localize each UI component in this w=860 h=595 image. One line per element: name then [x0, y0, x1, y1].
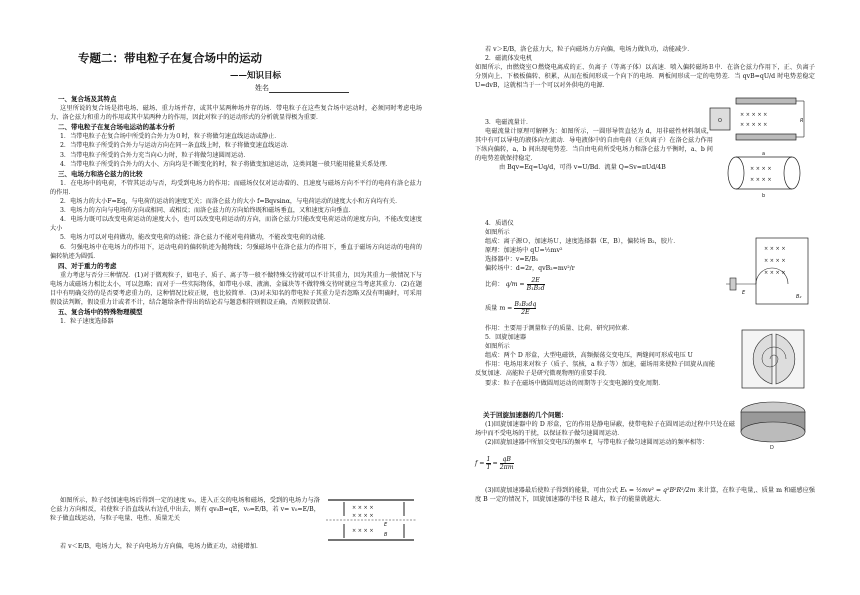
mass-spec-selector: 选择器中：v=E/B₁ [485, 256, 539, 264]
mass-label: 质量 [485, 305, 498, 312]
cyclotron-requirement: 要求：粒子在磁场中做圆周运动的周期等于交变电源的变化周期． [485, 379, 665, 387]
name-blank-line [269, 85, 349, 93]
section1-paragraph: 这里所说的复合场是指电场、磁场、重力场并存，或其中某两种场并存的场．带电粒子在这些复合场中运动时，必须同时考虑电场力、洛仑兹力和重力的作用或其中某两种力的作用，因此对粒子的运动形式的分析就显得极为重要． [50, 105, 422, 122]
svg-text:O: O [718, 118, 722, 124]
svg-text:B₂: B₂ [796, 294, 802, 300]
section3-item: 5．电场力可以对电荷做功，能改变电荷的动能；洛仑兹力不能对电荷做功，不能改变电荷的动能． [60, 234, 330, 242]
cyclotron-question-1: (1)回旋加速器中的 D 形盒，它的作用是静电屏蔽，使带电粒子在圆周运动过程中只处在磁场中而不受电场的干扰，以保证粒子做匀速圆周运动． [475, 421, 735, 438]
ratio-label: 比荷： [485, 281, 504, 288]
svg-text:× × × ×: × × × × [352, 505, 374, 511]
svg-text:b: b [762, 193, 766, 198]
section4-heading: 四、对于重力的考虑 [58, 261, 117, 270]
frequency-fraction-1 [486, 456, 490, 471]
flowmeter-heading: 3．电磁流量计． [485, 119, 533, 126]
svg-text:× × × × ×: × × × × × [740, 122, 768, 128]
doc-title: 专题二：带电粒子在复合场中的运动 [78, 51, 262, 65]
svg-text:D: D [770, 445, 774, 451]
mhd-text [475, 63, 815, 90]
section3-item: 1．在电场中的电荷，不管其运动与否，均受到电场力的作用；而磁场仅仅对运动着的、且速度与磁场方向不平行的电荷有洛仑兹力的作用． [50, 179, 422, 196]
cyclotron-questions [475, 410, 735, 447]
mass-spec-usage: 作用：主要用于测量粒子的质量、比荷、研究同位素． [485, 325, 634, 332]
velocity-selector-text [50, 496, 320, 523]
name-label: 姓名 [255, 84, 269, 92]
cyclotron-top-diagram [738, 326, 810, 392]
section1-heading: 一、复合场及其特点 [58, 95, 117, 103]
velocity-selector-diagram [324, 496, 420, 546]
mass-spec-intro: 如图所示 [485, 229, 510, 237]
frequency-formula: f = $\frac{1}{T}$ = $\frac{qB}{2\pi m}$ [475, 456, 514, 471]
svg-text:× × × ×: × × × × [750, 166, 772, 172]
svg-text:a: a [762, 151, 766, 157]
flowmeter-paragraph: 电磁流量计原理可解释为：如图所示，一圆形导管直径为 d，用非磁性材料制成，其中有可以导电的液体向左流动．导电液体中的自由电荷（正负离子）在洛仑兹力作用下纵向偏转，a，b 间出现电势差．当自由电荷所受电场力和洛仑兹力平衡时，a、b 间的电势差就保持稳定． [475, 128, 713, 163]
cyclotron-text [475, 324, 715, 388]
svg-text:E: E [384, 522, 388, 528]
right-top [475, 45, 815, 63]
svg-text:× × × × ×: × × × × × [740, 112, 768, 118]
cyclotron-questions-heading: 关于回旋加速器的几个问题： [483, 411, 568, 419]
cyclotron-heading: 5．回旋加速器 [485, 334, 527, 342]
svg-text:× × × ×: × × × × [764, 270, 786, 276]
velocity-selector-slow-case: 若 v＜E/B，电场力大，粒子向电场力方向偏，电场力做正功，动能增加． [60, 543, 263, 550]
flowmeter-text [475, 127, 713, 172]
mass-formula: 质量 m = $\frac{\text{B₁B₂dq}}{2E}$ [485, 301, 537, 316]
svg-text:× × × ×: × × × × [750, 177, 772, 183]
section2-item: 2．当带电粒子所受的合外力与运动方向在同一条直线上时，粒子将做变速直线运动． [60, 142, 293, 150]
svg-text:B: B [384, 532, 388, 538]
svg-text:× × × ×: × × × × [764, 246, 786, 252]
mass-spec-heading: 4．质谱仪 [485, 220, 514, 227]
frequency-lhs: f = [475, 460, 485, 467]
section2-item: 4．当带电粒子所受的合外力的大小、方向均是不断变化的时，粒子将做变加速运动，这类问题一般只能用能量关系处理． [60, 160, 392, 168]
section5-heading: 五、复合场中的特殊物理模型 [58, 308, 143, 317]
cyclotron-function: 作用：电场用来对粒子（质子、氛核，a 粒子等）加速，磁场用来使粒子回旋从而能反复加速．高能粒子是研究微观物理的重要手段． [475, 361, 715, 378]
frequency-fraction-2-numerator: qB [500, 456, 514, 464]
mass-spec-components: 组成：离子源Ｏ，加速场Ｕ，速度选择器（E，B），偏转场 B₂，胶片． [485, 238, 680, 246]
svg-text:E: E [742, 290, 746, 296]
frequency-fraction-2 [500, 456, 514, 471]
ratio-fraction [527, 277, 545, 292]
name-field [255, 83, 349, 93]
section2-item: 1．当带电粒子在复合场中所受的合外力为０时，粒子将做匀速直线运动或静止． [60, 133, 281, 141]
left-column [50, 94, 422, 326]
cyclotron-components: 组成：两个 D 形盒，大型电磁铁，高频振荡交变电压，两缝间可形成电压 U [485, 352, 693, 360]
velocity-selector-heading: 1．粒子速度选择器 [60, 318, 114, 326]
mass-fraction [514, 301, 536, 316]
svg-text:× × × ×: × × × × [352, 528, 374, 534]
svg-text:× × × ×: × × × × [352, 513, 374, 519]
flowmeter-equation: 由 Bqv=Eq=Uq/d，可得 v=U/Bd．流量 Q=Sv=πUd/4B [499, 164, 666, 172]
mass-spectrometer-diagram [716, 234, 812, 320]
cyclotron-question-3 [475, 486, 815, 504]
section3-item: 6．匀强电场中在电场力的作用下，运动电荷的偏转轨迹为抛物线；匀强磁场中在洛仑兹力的作用下，垂直于磁场方向运动的电荷的偏转轨迹为圆弧． [50, 243, 422, 260]
mass-numerator: B₁B₂dq [514, 301, 537, 308]
mass-spec-principle: 原理：加速场中 qU=½mv² [485, 247, 563, 255]
ratio-formula: 比荷： q/m = $\frac{2E}{\text{B₁B₂d}}$ [485, 277, 545, 292]
cyclotron-question-3-block [475, 486, 815, 504]
section3-item: 2．电场力的大小F=Eq，与电荷的运动的速度无关；而洛仑兹力的大小 f=Bqvsinα，与电荷运动的速度大小和方向均有关． [60, 198, 402, 206]
svg-text:R: R [800, 118, 804, 124]
section2-item: 3．当带电粒子所受的合外力充当向心力时，粒子将做匀速圆周运动． [60, 151, 250, 159]
frequency-fraction-1-denominator: T [486, 464, 491, 471]
frequency-fraction-2-denominator: 2πm [499, 464, 514, 471]
ratio-denominator: B₁B₂d [526, 285, 545, 292]
mass-spec-deflection: 偏转场中：d=2r，qvB₂=mv²/r [485, 265, 575, 273]
cyclotron-question-3-rest: 来计算，在粒子电量,、质量 m 和磁感应强度 B 一定的情况下，回旋加速器的半径 R 越大，粒子的能量就越大． [475, 487, 815, 504]
ratio-lhs: q/m [505, 281, 518, 288]
section3-item: 4．电场力既可以改变电荷运动的速度大小，也可以改变电荷运动的方向，而洛仑兹力只能改变电荷运动的速度方向，不能改变速度大小 [50, 216, 422, 233]
mass-denominator: 2E [521, 309, 530, 316]
mhd-paragraph: 如图所示，由燃烧室Ｏ燃烧电离成的正、负离子（等离子体）以高速．喷入偏转磁场Ｂ中．在洛仑兹力作用下，正、负离子分别向上、下极板偏转、积累，从而在板间形成一个向下的电场．两板间形成一定的电势差．当 qvB=qU/d 时电势差稳定 U=dvB，这就相当于一个可以对外供电的电源． [475, 64, 815, 90]
flowmeter-block [475, 118, 815, 127]
cyclotron-question-2: (2)回旋加速器中所加交变电压的频率 f，与带电粒子做匀速圆周运动的频率相等： [485, 439, 709, 447]
cyclotron-question-3-intro: (3)回旋加速器最后使粒子得到的能量，可由公式 [485, 487, 619, 494]
mhd-heading: 2．磁流体发电机 [485, 55, 533, 63]
mass-lhs: m [499, 305, 506, 312]
velocity-selector-fast-case: 若 v＞E/B，洛仑兹力大，粒子向磁场力方向偏，电场力做负功，动能减少． [485, 46, 694, 53]
doc-subtitle: ——知识目标 [230, 71, 282, 81]
ratio-numerator: 2E [527, 277, 545, 285]
cyclotron-side-diagram [736, 396, 810, 452]
section3-item: 3．电场力的方向与电场的方向或相同、或相反；而洛仑兹力的方向始终既和磁场垂直，又和速度方向垂直． [60, 207, 355, 215]
kinetic-energy-formula: Eₖ = ½mv² = q²B²R²/2m [620, 487, 696, 494]
cyclotron-intro: 如图所示 [485, 343, 510, 351]
section3-heading: 三、电场力和洛仑兹力的比较 [58, 169, 143, 178]
svg-text:× × × ×: × × × × [764, 258, 786, 264]
mass-spec-text [475, 219, 705, 274]
section2-heading: 二、带电粒子在复合场电运动的基本分析 [58, 123, 175, 132]
velocity-selector-paragraph: 如图所示，粒子经加速电场后得到一定的速度 v₀，进入正交的电场和磁场，受到的电场力与洛仑兹力方向相反，若使粒子沿直线从右边孔中出去，则有 qv₀B=qE，v₀=E/B，若 v= v₀=E/B，粒子做直线运动，与粒子电量、电性、质量无关 [50, 497, 320, 523]
section4-paragraph: 重力考虑与否分三种情况．(1)对于微观粒子，如电子、质子、离子等一般不做特殊交待就可以不计其重力，因为其重力一般情况下与电场力或磁场力相比太小，可以忽略；而对于一些实际物体，如带电小球、液滴、金属块等不做特殊交待时就应当考虑其重力．(2)在题目中有明确交待的是否要考虑重力的，这种情况比较正规，也比较简单．(3)对未知名的带电粒子其重力是否忽略又没有明确时，可采用假设法判断，假设重力计或者不计，结合题给条件得出的结论若与题意相符则假设正确，否则假设错误． [50, 271, 422, 307]
flowmeter-diagram [716, 148, 812, 198]
frequency-fraction-1-numerator: 1 [486, 456, 491, 463]
